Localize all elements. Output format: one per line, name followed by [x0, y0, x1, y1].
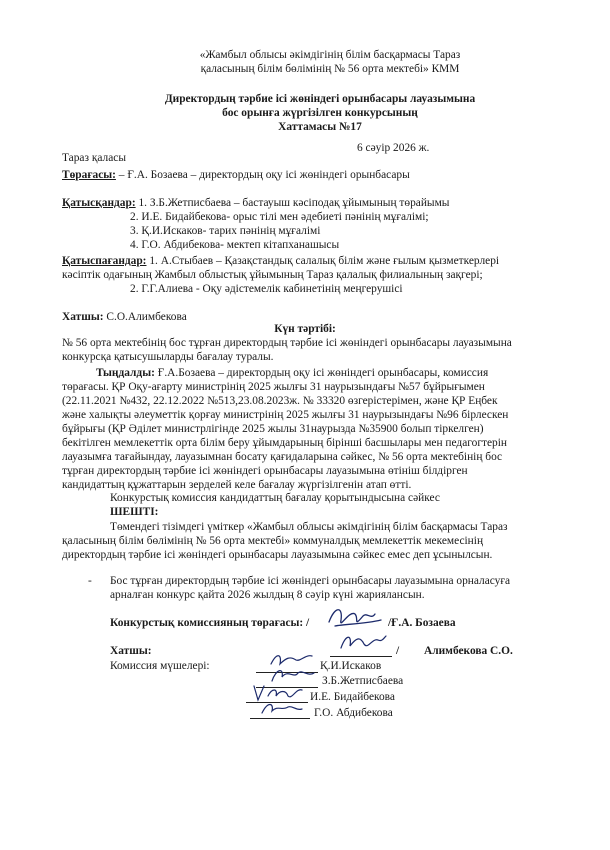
heard-line-6: бекітілген мемлекеттік орта білім беру ұйымдарының бірінші басшылары мен педагогтерін — [62, 437, 507, 449]
city: Тараз қаласы — [62, 152, 126, 164]
title-line-1: Директордың тәрбие ісі жөніндегі орынбасары лауазымына — [164, 93, 476, 105]
decision-heading: ШЕШТІ: — [110, 506, 159, 518]
absent-line-1 — [62, 254, 499, 268]
secretary-signature-label: Хатшы: — [110, 645, 152, 657]
absent-2: 2. Г.Г.Алиева - Оқу әдістемелік кабинетінің меңгерушісі — [130, 283, 403, 295]
secretary-signature-slash: / — [396, 645, 400, 657]
participant-1: 1. З.Б.Жетписбаева – бастауыш кәсіподақ ұйымының төрайымы — [135, 197, 450, 209]
member-2-name: З.Б.Жетписбаева — [322, 675, 404, 687]
participant-2: 2. И.Е. Бидайбекова- орыс тілі мен әдебиеті пәнінің мұғалімі; — [130, 211, 429, 223]
participant-3: 3. Қ.И.Искаков- тарих пәнінің мұғалімі — [130, 225, 321, 237]
heard-line-4: және халықты әлеуметтік қорғау министрінің 2025 жылғы 31 наурызындағы №96 бірлескен — [62, 409, 509, 421]
participants-label: Қатысқандар: — [62, 197, 136, 209]
secretary-signature-name: Алимбекова С.О. — [424, 645, 513, 657]
agenda-line-1: № 56 орта мектебінің бос тұрған директордың тәрбие ісі жөніндегі орынбасары лауазымына — [62, 337, 512, 349]
heard-text-1: Ғ.А.Бозаева – директордың оқу ісі жөніндегі орынбасары, комиссия — [154, 367, 489, 379]
chair-line — [62, 168, 410, 182]
protocol-date: 6 сәуір 2026 ж. — [357, 142, 430, 154]
chair-signature-name: /Ғ.А. Бозаева — [388, 617, 456, 629]
heard-line-10: Конкурстық комиссия кандидаттың бағалау қорытындысына сәйкес — [110, 492, 440, 504]
org-name-line-2: қаласының білім бөлімінің № 56 орта мектебі» КММ — [200, 63, 460, 75]
heard-line-2: төрағасы. ҚР Оқу-ағарту министрінің 2025 жылғы 31 наурызындағы №57 бұйрығымен — [62, 381, 485, 393]
heard-line-8: тұрған директордың тәрбие ісі жөніндегі орынбасары лауазымына өтініш білдірген — [62, 465, 468, 477]
chair-signature-label: Конкурстық комиссияның төрағасы: / — [110, 617, 310, 629]
absent-1b: кәсіптік одағының Жамбыл облыстық ұйымының Тараз қалалық филиалының зақгері; — [62, 269, 483, 281]
decision-line-2: қаласының білім бөлімінің № 56 орта мектебі» коммуналдық мемлекеттік мекемесінің — [62, 535, 484, 547]
decision-line-3: директордың тәрбие ісі жөніндегі орынбасары лауазымына сәйкес емес деп ұсынылсын. — [62, 549, 493, 561]
member-1-name: Қ.И.Искаков — [320, 660, 382, 672]
heard-line-3: (22.11.2021 №432, 22.12.2022 №513,23.08.2023ж. № 33320 өзгерістерімен, және ҚР Еңбек — [62, 395, 498, 407]
members-label: Комиссия мүшелері: — [110, 660, 210, 672]
agenda-heading: Күн тәртібі: — [274, 323, 336, 335]
decision-line-5: арналған конкурс қайта 2026 жылдың 8 сәуір күні жарияланcын. — [110, 589, 425, 601]
agenda-line-2: конкурсқа қатысушыларды бағалау туралы. — [62, 351, 274, 363]
heard-line-1 — [96, 366, 488, 380]
secretary-name: С.О.Алимбекова — [103, 311, 187, 323]
decision-bullet: - — [88, 575, 92, 587]
secretary-signature-image — [338, 630, 388, 658]
heard-line-5: бұйрығы (ҚР Әділет министрлігінде 2025 жылы 31наурызда №35900 болып тіркелген) — [62, 423, 484, 435]
member-4-signature-image — [258, 697, 306, 719]
decision-line-1: Төмендегі тізімдегі үміткер «Жамбыл облысы әкімдігінің білім басқармасы Тараз — [110, 521, 508, 533]
secretary-signature-line — [330, 656, 392, 657]
participant-4: 4. Г.О. Абдибекова- мектеп кітапханашысы — [130, 239, 340, 251]
title-line-2: бос орынға жүргізілген конкурсының — [222, 107, 418, 119]
chair-text: – Ғ.А. Бозаева – директордың оқу ісі жөніндегі орынбасары — [115, 169, 410, 181]
chair-label: Төрағасы: — [62, 169, 116, 181]
heard-label: Тыңдалды: — [96, 367, 155, 379]
heard-line-7: лауазымға тағайындау, лауазымнан босату қағидаларына сәйкес, № 56 орта мектебінің бос — [62, 451, 503, 463]
absent-1a: 1. А.Стыбаев – Қазақстандық салалық білім және ғылым қызметкерлері — [146, 255, 500, 267]
member-4-signature-line — [250, 718, 310, 719]
org-name-line-1: «Жамбыл облысы әкімдігінің білім басқармасы Тараз — [199, 49, 461, 61]
decision-line-4: Бос тұрған директордың тәрбие ісі жөніндегі орынбасары лауазымына орналасуға — [110, 575, 511, 587]
member-3-name: И.Е. Бидайбекова — [310, 691, 395, 703]
secretary-label: Хатшы: — [62, 311, 104, 323]
member-4-name: Г.О. Абдибекова — [314, 707, 393, 719]
absent-label: Қатыспағандар: — [62, 255, 147, 267]
secretary-line — [62, 310, 187, 324]
heard-line-9: кандидаттың құжаттарын зерделей келе бағалау жүргізілгенін атап өтті. — [62, 479, 412, 491]
participants-line-1 — [62, 196, 449, 210]
protocol-number: Хаттамасы №17 — [278, 121, 362, 133]
